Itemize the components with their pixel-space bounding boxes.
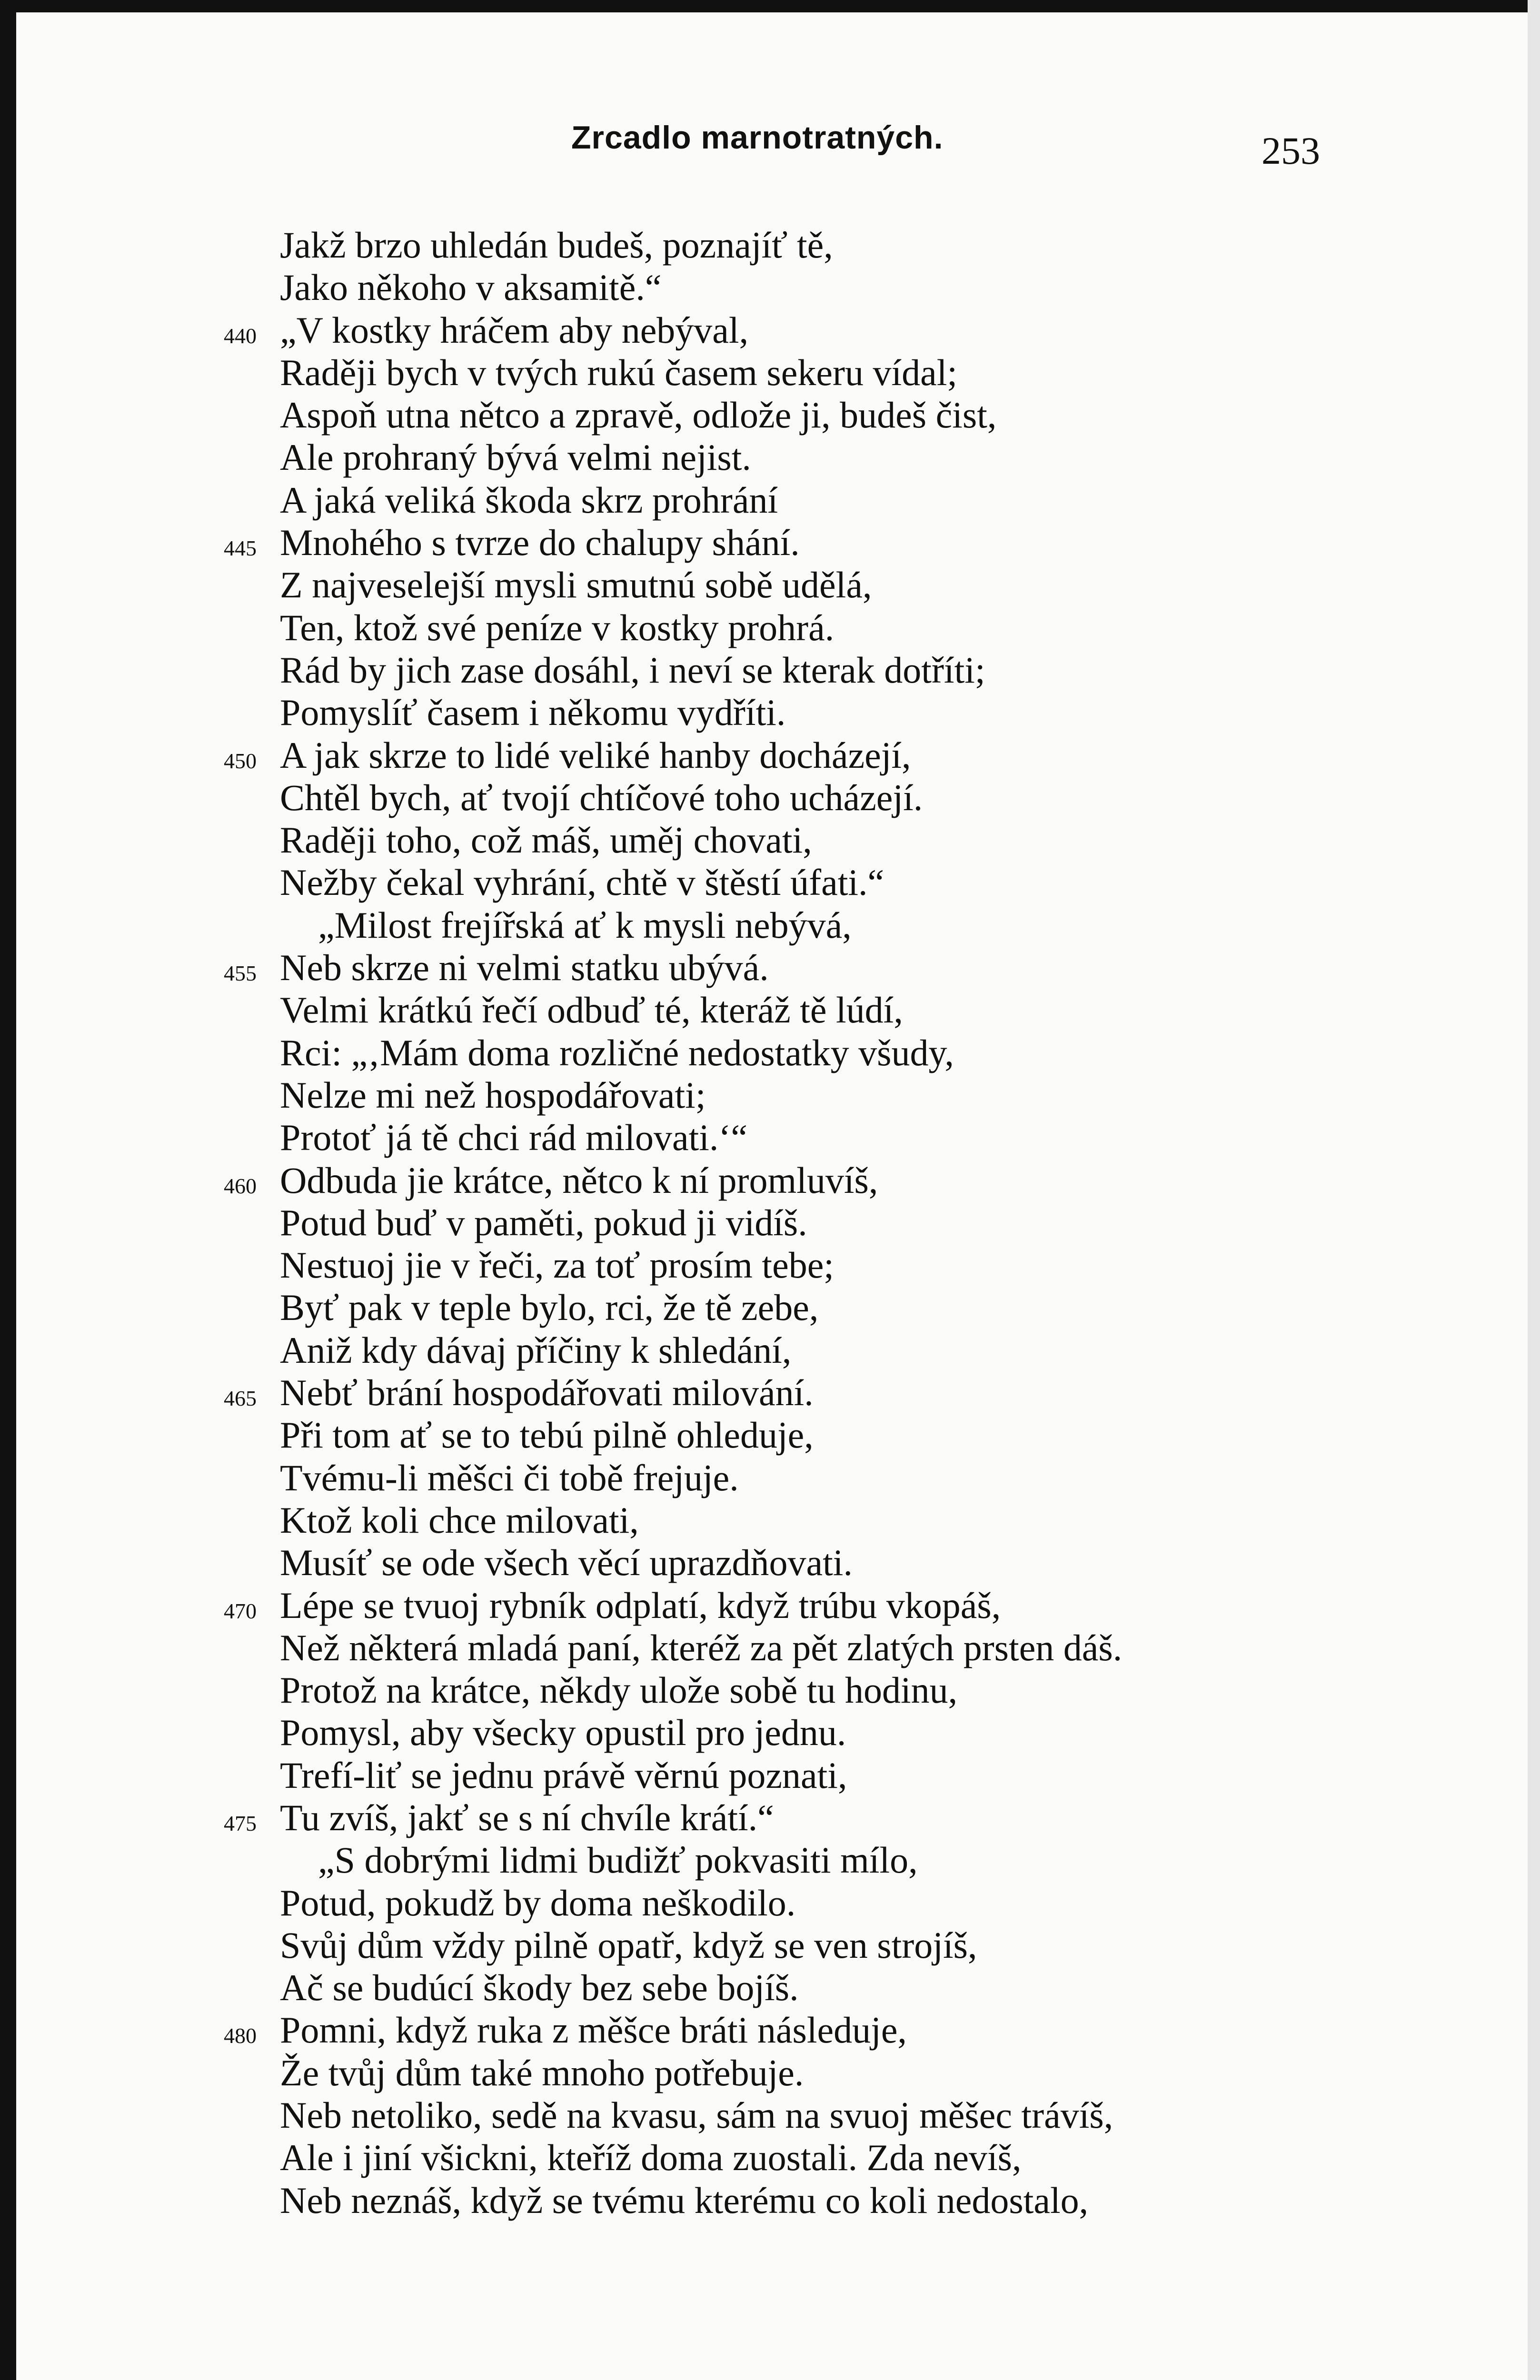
line-number: 480 — [224, 2023, 257, 2048]
line-text: Velmi krátkú řečí odbuď té, kteráž tě lúdí, — [280, 989, 903, 1031]
poem-line — [0, 1669, 1540, 1711]
line-text: Ale i jiní všickni, kteříž doma zuostali. Zda nevíš, — [280, 2137, 1022, 2179]
line-text: Nebť brání hospodářovati milování. — [280, 1372, 814, 1414]
poem-line — [0, 224, 1540, 266]
poem-line — [0, 351, 1540, 394]
poem-line — [0, 606, 1540, 649]
poem-line — [0, 1882, 1540, 1924]
poem-line — [0, 1626, 1540, 1669]
line-text: Potud buď v paměti, pokud ji vidíš. — [280, 1201, 807, 1243]
line-text: Rci: „‚Mám doma rozličné nedostatky všudy, — [280, 1031, 954, 1073]
poem-line — [0, 1966, 1540, 2009]
line-text: Protoť já tě chci rád milovati.‘“ — [280, 1117, 748, 1159]
poem-line — [0, 1329, 1540, 1371]
line-number: 470 — [224, 1598, 257, 1623]
line-text: Protož na krátce, někdy ulože sobě tu hodinu, — [280, 1669, 958, 1711]
poem-line — [0, 394, 1540, 436]
poem-line — [0, 2052, 1540, 2094]
line-text: Nelze mi než hospodářovati; — [280, 1074, 706, 1116]
line-text: „Milost frejířská ať k mysli nebývá, — [318, 904, 852, 946]
line-text: Odbuda jie krátce, nětco k ní promluvíš, — [280, 1159, 878, 1201]
line-text: Při tom ať se to tebú pilně ohleduje, — [280, 1414, 814, 1456]
poem-line — [0, 1286, 1540, 1329]
line-text: Nežby čekal vyhrání, chtě v štěstí úfati.“ — [280, 862, 884, 903]
line-number: 475 — [224, 1811, 257, 1835]
poem-line — [0, 2136, 1540, 2179]
line-text: Pomni, když ruka z měšce bráti následuje, — [280, 2009, 907, 2051]
poem-line — [0, 1414, 1540, 1456]
line-text: Z najveselejší mysli smutnú sobě udělá, — [280, 564, 872, 606]
line-number: 440 — [224, 323, 257, 348]
line-text: A jak skrze to lidé veliké hanby docházejí, — [280, 734, 911, 776]
line-number: 450 — [224, 748, 257, 773]
poem-line — [0, 1499, 1540, 1541]
poem-line — [0, 1796, 1540, 1839]
poem-line — [0, 436, 1540, 478]
poem-line — [0, 1924, 1540, 1966]
poem-line — [0, 1159, 1540, 1201]
poem-line — [0, 734, 1540, 776]
poem-line — [0, 1584, 1540, 1626]
poem-line — [0, 1711, 1540, 1754]
poem-line — [0, 521, 1540, 564]
line-text: Že tvůj dům také mnoho potřebuje. — [280, 2052, 804, 2093]
poem-line — [0, 309, 1540, 351]
poem-line — [0, 776, 1540, 819]
line-text: Pomyslíť časem i někomu vydříti. — [280, 692, 786, 734]
poem-line — [0, 1839, 1540, 1881]
line-text: Chtěl bych, ať tvojí chtíčové toho ucházejí. — [280, 776, 923, 818]
poem-line — [0, 1371, 1540, 1414]
line-number: 455 — [224, 961, 257, 986]
poem-line — [0, 2009, 1540, 2051]
poem-line — [0, 904, 1540, 946]
poem-line — [0, 1116, 1540, 1159]
line-text: Než některá mladá paní, kteréž za pět zlatých prsten dáš. — [280, 1626, 1123, 1668]
poem-line — [0, 819, 1540, 861]
poem-line — [0, 861, 1540, 903]
poem-line — [0, 1074, 1540, 1116]
line-text: Ale prohraný bývá velmi nejist. — [280, 436, 751, 478]
poem-line — [0, 1244, 1540, 1286]
line-text: Tvému-li měšci či tobě frejuje. — [280, 1457, 739, 1498]
page-number: 253 — [1262, 129, 1320, 172]
line-text: Jako někoho v aksamitě.“ — [280, 267, 662, 308]
line-text: Aniž kdy dávaj příčiny k shledání, — [280, 1329, 792, 1371]
poem-line — [0, 1457, 1540, 1499]
poem-line — [0, 1201, 1540, 1244]
line-text: Aspoň utna nětco a zpravě, odlože ji, budeš čist, — [280, 394, 997, 436]
line-text: Mnohého s tvrze do chalupy shání. — [280, 522, 800, 564]
line-text: A jaká veliká škoda skrz prohrání — [280, 479, 778, 521]
line-text: Musíť se ode všech věcí uprazdňovati. — [280, 1542, 853, 1584]
line-text: Ten, ktož své peníze v kostky prohrá. — [280, 606, 835, 648]
poem-line — [0, 2179, 1540, 2221]
poem-text — [0, 224, 1540, 2221]
line-text: Lépe se tvuoj rybník odplatí, když trúbu vkopáš, — [280, 1584, 1001, 1626]
line-number: 465 — [224, 1386, 257, 1411]
running-title: Zrcadlo marnotratných. — [571, 119, 944, 156]
line-text: Potud, pokudž by doma neškodilo. — [280, 1882, 796, 1924]
line-text: Neb netoliko, sedě na kvasu, sám na svuoj měšec trávíš, — [280, 2094, 1113, 2136]
line-number: 460 — [224, 1173, 257, 1198]
line-text: Neb skrze ni velmi statku ubývá. — [280, 947, 769, 989]
line-text: Nestuoj jie v řeči, za toť prosím tebe; — [280, 1244, 834, 1286]
line-text: Svůj dům vždy pilně opatř, když se ven strojíš, — [280, 1924, 977, 1966]
poem-line — [0, 1031, 1540, 1074]
line-text: Byť pak v teple bylo, rci, že tě zebe, — [280, 1287, 819, 1329]
poem-line — [0, 479, 1540, 521]
line-text: Neb neznáš, když se tvému kterému co koli nedostalo, — [280, 2179, 1089, 2221]
poem-line — [0, 1541, 1540, 1584]
line-text: Ktož koli chce milovati, — [280, 1499, 639, 1541]
line-text: Tu zvíš, jakť se s ní chvíle krátí.“ — [280, 1796, 774, 1838]
line-number: 445 — [224, 536, 257, 561]
line-text: Rád by jich zase dosáhl, i neví se kterak dotříti; — [280, 649, 985, 691]
line-text: Jakž brzo uhledán budeš, poznajíť tě, — [280, 224, 833, 266]
line-text: Raději toho, což máš, uměj chovati, — [280, 819, 812, 861]
poem-line — [0, 1754, 1540, 1796]
scan-border-top — [0, 0, 1540, 12]
line-text: Raději bych v tvých rukú časem sekeru vídal; — [280, 351, 958, 393]
line-text: „V kostky hráčem aby nebýval, — [280, 309, 749, 351]
poem-line — [0, 266, 1540, 308]
poem-line — [0, 989, 1540, 1031]
poem-line — [0, 691, 1540, 734]
line-text: Ač se budúcí škody bez sebe bojíš. — [280, 1967, 799, 2009]
poem-line — [0, 2094, 1540, 2136]
line-text: Pomysl, aby všecky opustil pro jednu. — [280, 1712, 846, 1754]
line-text: Trefí-liť se jednu právě věrnú poznati, — [280, 1754, 847, 1796]
line-text: „S dobrými lidmi budižť pokvasiti mílo, — [318, 1839, 918, 1881]
poem-line — [0, 946, 1540, 989]
poem-line — [0, 649, 1540, 691]
poem-line — [0, 564, 1540, 606]
